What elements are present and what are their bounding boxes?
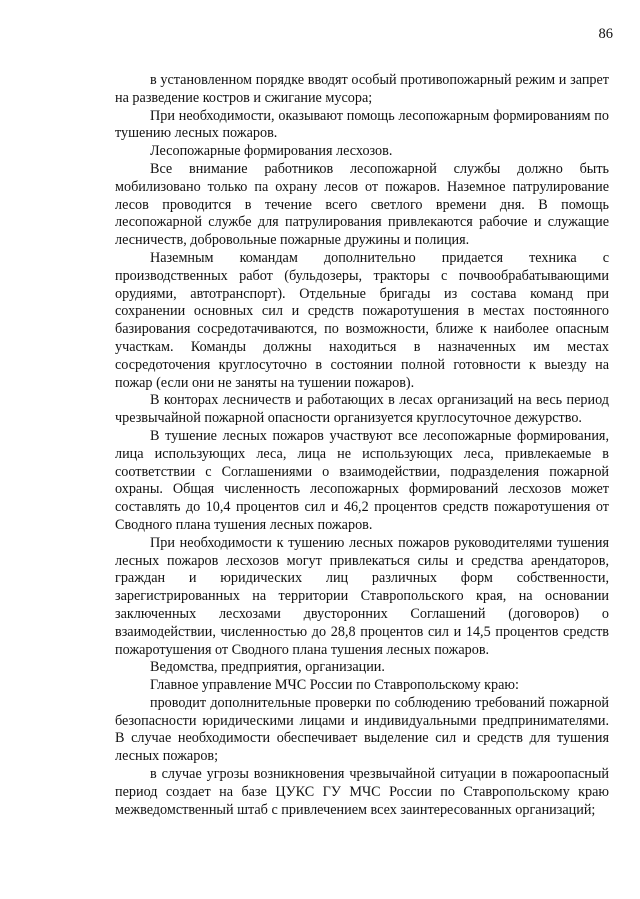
paragraph-mchs-heading: Главное управление МЧС России по Ставропольскому краю: [150,677,519,694]
paragraph-assistance: При необходимости, оказывают помощь лесопожарным формированиям по тушению лесных пожаров. [115,107,609,142]
document-body [115,72,609,819]
paragraph-patrolling: Все внимание работников лесопожарной службы должно быть мобилизовано только па охрану лесов от пожаров. Наземное патрулирование лесов проводится в течение всего светлого времени дня. В помощь лесопожарной службе для патрулирования привлекаются рабочие и служащие лесничеств, добровольные пожарные дружины и полиция. [115,160,609,249]
page-number: 86 [598,26,613,42]
paragraph-ground-teams: Наземным командам дополнительно придается техника с производственных работ (бульдозеры, тракторы с почвообрабатывающими орудиями, автотранспорт). Отдельные бригады из состава команд при сохранении основных сил и средств пожаротушения в местах постоянного базирования сосредотачиваются, по возможности, ближе к наиболее опасным участкам. Команды должны находиться в назначенных им местах сосредоточения круглосуточно в состоянии полной готовности к выезду на пожар (если они не заняты на тушении пожаров). [115,249,609,391]
paragraph-inspections: проводит дополнительные проверки по соблюдению требований пожарной безопасности юридическими лицами и индивидуальными предпринимателями. В случае необходимости обеспечивает выделение сил и средств для тушения лесных пожаров; [115,694,609,765]
section-heading-forestry-units: Лесопожарные формирования лесхозов. [150,143,393,160]
paragraph-participants: В тушение лесных пожаров участвуют все лесопожарные формирования, лица использующих леса, лица не использующих леса, привлекаемые в соответствии с Соглашениями о взаимодействии, подразделения пожарной охраны. Общая численность лесопожарных формирований лесхозов может составлять до 10,4 процентов сил и 46,2 процентов средств пожаротушения от Сводного плана тушения лесных пожаров. [115,427,609,533]
paragraph-duty: В конторах лесничеств и работающих в лесах организаций на весь период чрезвычайной пожарной опасности организуется круглосуточное дежурство. [115,392,609,427]
section-heading-agencies: Ведомства, предприятия, организации. [150,659,385,676]
paragraph-fire-regime: в установленном порядке вводят особый противопожарный режим и запрет на разведение костров и сжигание мусора; [115,72,609,106]
paragraph-attracted-forces: При необходимости к тушению лесных пожаров руководителями тушения лесных пожаров лесхозов могут привлекаться силы и средства арендаторов, граждан и юридических лиц различных форм собственности, зарегистрированных на территории Ставропольского края, на основании заключенных лесхозами двусторонних Соглашений (договоров) о взаимодействии, численностью до 28,8 процентов сил и 14,5 процентов средств пожаротушения от Сводного плана тушения лесных пожаров. [115,534,609,658]
paragraph-headquarters: в случае угрозы возникновения чрезвычайной ситуации в пожароопасный период создает на базе ЦУКС ГУ МЧС России по Ставропольскому краю межведомственный штаб с привлечением всех заинтересованных организаций; [115,766,609,818]
